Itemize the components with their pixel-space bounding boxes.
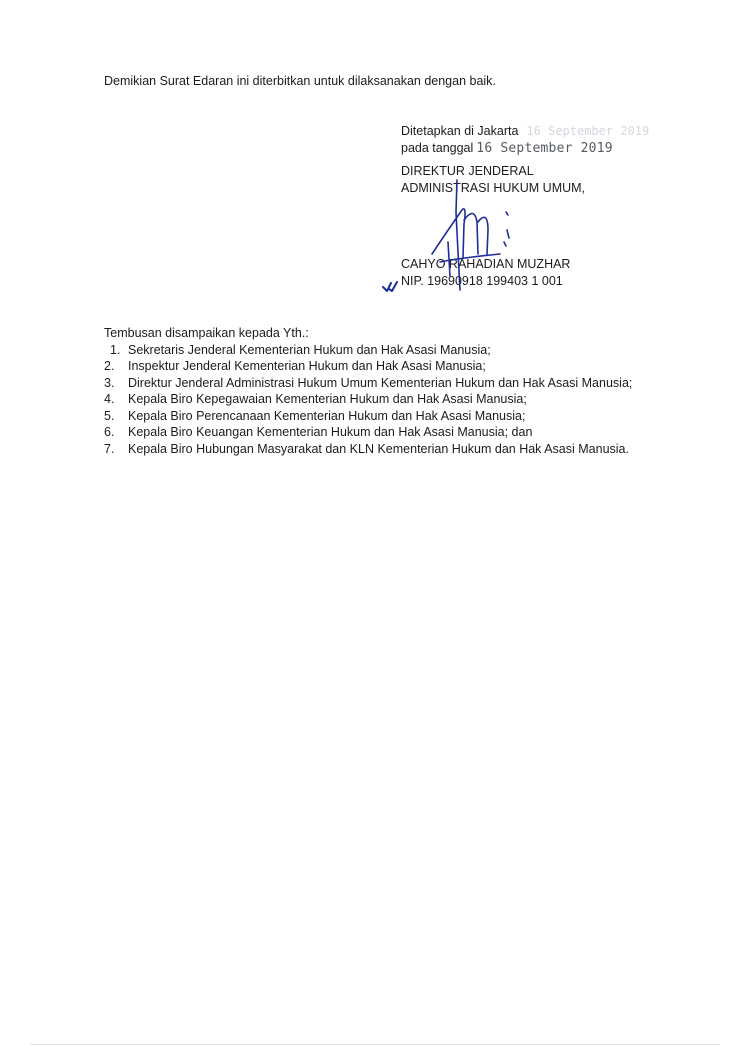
closing-statement: Demikian Surat Edaran ini diterbitkan untuk dilaksanakan dengan baik. bbox=[104, 74, 496, 88]
list-item: 2. Inspektur Jenderal Kementerian Hukum dan Hak Asasi Manusia; bbox=[104, 359, 486, 373]
place-label: Ditetapkan di Jakarta bbox=[401, 124, 519, 138]
copies-section bbox=[104, 325, 648, 457]
initial-tick-mark bbox=[382, 280, 398, 292]
list-item: 1. Sekretaris Jenderal Kementerian Hukum dan Hak Asasi Manusia; bbox=[110, 342, 491, 357]
list-item: 5. Kepala Biro Perencanaan Kementerian Hukum dan Hak Asasi Manusia; bbox=[104, 408, 526, 423]
list-item: 4. Kepala Biro Kepegawaian Kementerian Hukum dan Hak Asasi Manusia; bbox=[104, 392, 527, 406]
copies-list bbox=[104, 342, 648, 458]
date-stamp: 16 September 2019 bbox=[476, 140, 613, 156]
date-line bbox=[401, 140, 649, 158]
list-item: 3. Direktur Jenderal Administrasi Hukum Umum Kementerian Hukum dan Hak Asasi Manusia; bbox=[104, 375, 633, 390]
signatory-title-line1: DIREKTUR JENDERAL bbox=[401, 164, 534, 178]
signatory-title-line2: ADMINISTRASI HUKUM UMUM, bbox=[401, 180, 586, 195]
date-label: pada tanggal bbox=[401, 140, 474, 155]
copies-heading: Tembusan disampaikan kepada Yth.: bbox=[104, 326, 309, 340]
list-item: 6. Kepala Biro Keuangan Kementerian Hukum dan Hak Asasi Manusia; dan bbox=[104, 425, 533, 439]
place-ghost-stamp: 16 September 2019 bbox=[526, 124, 650, 138]
list-item: 7. Kepala Biro Hubungan Masyarakat dan KLN Kementerian Hukum dan Hak Asasi Manusia. bbox=[104, 441, 629, 456]
signatory-name: CAHYO RAHADIAN MUZHAR bbox=[401, 257, 571, 271]
place-line bbox=[401, 123, 649, 140]
handwritten-signature bbox=[380, 172, 530, 302]
page-bottom-edge bbox=[30, 1044, 720, 1045]
signatory-nip: NIP. 19690918 199403 1 001 bbox=[401, 273, 563, 288]
